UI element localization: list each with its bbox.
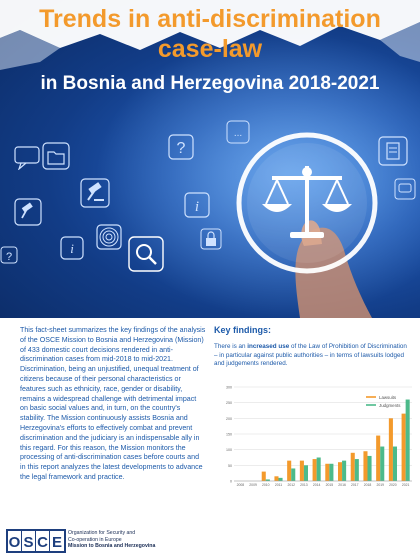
bar-judgments bbox=[342, 461, 346, 481]
bar-judgments bbox=[355, 459, 359, 481]
lock-icon bbox=[200, 228, 222, 250]
x-tick-label: 2016 bbox=[338, 483, 346, 487]
bar-lawsuits bbox=[325, 464, 329, 481]
x-tick-label: 2015 bbox=[325, 483, 334, 487]
bar-judgments bbox=[393, 447, 397, 481]
info-icon bbox=[60, 236, 84, 260]
title-line-3: in Bosnia and Herzegovina 2018-2021 bbox=[40, 73, 380, 94]
svg-text:S: S bbox=[23, 534, 34, 551]
x-tick-label: 2018 bbox=[363, 483, 372, 487]
x-tick-label: 2009 bbox=[249, 483, 257, 487]
svg-text:?: ? bbox=[5, 251, 13, 263]
key-findings-title: Key findings: bbox=[214, 325, 272, 335]
org-line-2: Co-operation in Europe bbox=[68, 536, 122, 543]
chat-bubble-icon bbox=[394, 178, 416, 200]
bar-lawsuits bbox=[274, 476, 278, 481]
y-tick-label: 0 bbox=[230, 479, 232, 484]
x-tick-label: 2019 bbox=[376, 483, 384, 487]
lawsuits-judgments-chart bbox=[222, 381, 418, 495]
bar-judgments bbox=[279, 478, 283, 481]
y-tick-label: 100 bbox=[226, 448, 232, 453]
svg-text:O: O bbox=[8, 534, 21, 551]
intro-paragraph-1: This fact-sheet summarizes the key findings of the analysis of the OSCE Mission to Bosnia and Herzegovina (Mission) of 433 domestic court decisions rendered in anti-discrimination cases from mid-2018 to mid-2021. bbox=[20, 326, 206, 364]
key-findings-text bbox=[214, 343, 410, 369]
y-tick-label: 300 bbox=[226, 385, 232, 390]
info-icon bbox=[184, 192, 210, 218]
bar-lawsuits bbox=[338, 462, 342, 481]
search-icon bbox=[128, 236, 164, 272]
bar-lawsuits bbox=[363, 451, 367, 481]
bar-judgments bbox=[291, 468, 295, 481]
bar-lawsuits bbox=[300, 461, 304, 481]
bar-judgments bbox=[380, 447, 384, 481]
key-findings-text-end: of the Law of Prohibition of Discrimination – in particular against public authorities – in terms of lawsuits lodged and judgements rendered. bbox=[214, 343, 407, 368]
bar-lawsuits bbox=[402, 414, 406, 481]
bar-judgments bbox=[317, 458, 321, 482]
intro-text bbox=[20, 326, 206, 483]
y-tick-label: 50 bbox=[228, 463, 232, 468]
bar-lawsuits bbox=[262, 472, 266, 481]
document-icon bbox=[378, 136, 408, 166]
bar-judgments bbox=[406, 400, 410, 481]
svg-text:i: i bbox=[194, 199, 200, 215]
gavel-icon bbox=[80, 178, 110, 208]
chat-bubble-icon bbox=[226, 120, 250, 144]
question-mark-icon bbox=[168, 134, 194, 160]
bar-lawsuits bbox=[313, 459, 317, 481]
x-tick-label: 2014 bbox=[312, 483, 321, 487]
x-tick-label: 2013 bbox=[300, 483, 308, 487]
question-mark-icon bbox=[0, 246, 18, 264]
x-tick-label: 2020 bbox=[389, 483, 397, 487]
x-tick-label: 2017 bbox=[351, 483, 359, 487]
title-line-1: Trends in anti-discrimination bbox=[39, 5, 381, 33]
bar-judgments bbox=[368, 456, 372, 481]
folder-icon bbox=[42, 142, 70, 170]
svg-text:E: E bbox=[51, 534, 63, 551]
bar-judgments bbox=[304, 465, 308, 481]
x-tick-label: 2011 bbox=[274, 483, 283, 487]
title-line-2: case-law bbox=[157, 35, 263, 63]
intro-paragraph-2: Discrimination, being an unjustified, unequal treatment of citizens because of their personal characteristics or features such as ethnicity, race, gender or disability, remains a widespread challenge with detrimental impact on basic social values and, in turn, on the country's stability. The Mission continuously assists Bosnia and Herzegovina's efforts to effectively combat and prevent discrimination and the judiciary is an indispensable ally in this regard. For this reason, the Mission monitors the processing of anti-discrimination cases before courts and in this report analyzes the latest developments to advance the legal framework and practice. bbox=[20, 365, 203, 481]
legend-label: Lawsuits bbox=[379, 394, 397, 400]
x-tick-label: 2008 bbox=[236, 483, 245, 487]
svg-text:...: ... bbox=[233, 128, 243, 139]
fingerprint-icon bbox=[96, 224, 122, 250]
svg-text:?: ? bbox=[176, 140, 186, 157]
x-tick-label: 2012 bbox=[287, 483, 295, 487]
x-tick-label: 2021 bbox=[401, 483, 410, 487]
bar-lawsuits bbox=[376, 436, 380, 481]
osce-organization-name bbox=[68, 530, 155, 550]
y-tick-label: 150 bbox=[226, 432, 232, 437]
osce-logo bbox=[6, 529, 66, 553]
svg-text:i: i bbox=[70, 241, 74, 256]
bar-judgments bbox=[329, 464, 333, 481]
gavel-icon bbox=[14, 198, 42, 226]
svg-text:C: C bbox=[37, 534, 48, 551]
scales-of-justice-icon bbox=[232, 128, 382, 278]
chat-bubble-icon bbox=[14, 144, 40, 170]
bar-lawsuits bbox=[287, 461, 291, 481]
mission-name: Mission to Bosnia and Herzegovina bbox=[68, 543, 156, 550]
bar-lawsuits bbox=[351, 453, 355, 481]
org-line-1: Organization for Security and bbox=[68, 530, 136, 536]
y-tick-label: 200 bbox=[226, 416, 232, 421]
key-findings-text-start: There is an bbox=[214, 343, 248, 350]
key-findings-text-bold: increased use bbox=[247, 343, 290, 350]
y-tick-label: 250 bbox=[226, 401, 232, 406]
x-tick-label: 2010 bbox=[262, 483, 270, 487]
legend-label: Judgments bbox=[379, 402, 401, 408]
bar-lawsuits bbox=[389, 418, 393, 481]
